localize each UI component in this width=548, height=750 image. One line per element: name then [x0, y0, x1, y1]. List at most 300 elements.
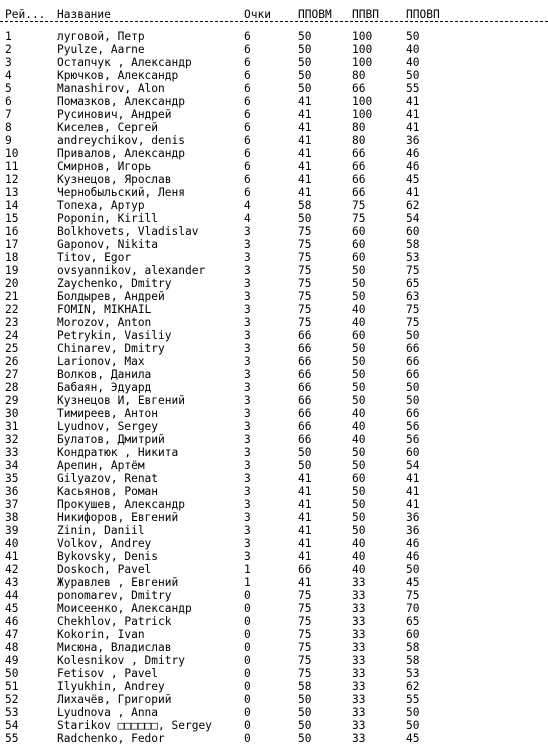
cell-points: 3 [244, 472, 251, 485]
cell-ppvp: 40 [352, 433, 366, 446]
cell-ppvp: 50 [352, 498, 366, 511]
cell-rank: 24 [5, 329, 19, 342]
cell-name: Чернобыльский, Леня [57, 186, 185, 199]
table-row [5, 121, 545, 134]
results-table [5, 7, 545, 22]
cell-name: Крючков, Александр [57, 69, 179, 82]
cell-points: 6 [244, 160, 251, 173]
cell-ppovp: 58 [406, 238, 420, 251]
table-row [5, 108, 545, 121]
cell-rank: 15 [5, 212, 19, 225]
cell-rank: 3 [5, 56, 12, 69]
cell-rank: 38 [5, 511, 19, 524]
cell-ppovp: 66 [406, 368, 420, 381]
cell-ppovm: 66 [298, 329, 312, 342]
cell-points: 0 [244, 719, 251, 732]
table-row [5, 277, 545, 290]
cell-points: 6 [244, 134, 251, 147]
cell-ppvp: 75 [352, 199, 366, 212]
cell-ppovm: 41 [298, 472, 312, 485]
cell-name: Bolkhovets, Vladislav [57, 225, 199, 238]
cell-name: Starikov □□□□□□, Sergey [57, 719, 212, 732]
cell-ppovm: 75 [298, 251, 312, 264]
cell-ppvp: 60 [352, 472, 366, 485]
cell-points: 6 [244, 69, 251, 82]
cell-ppovm: 41 [298, 173, 312, 186]
table-row [5, 56, 545, 69]
cell-ppovm: 41 [298, 121, 312, 134]
cell-name: ponomarev, Dmitry [57, 589, 172, 602]
cell-rank: 23 [5, 316, 19, 329]
cell-ppovm: 50 [298, 719, 312, 732]
table-row [5, 667, 545, 680]
cell-ppvp: 60 [352, 238, 366, 251]
cell-ppovm: 66 [298, 420, 312, 433]
cell-name: andreychikov, denis [57, 134, 185, 147]
header-ppovp[interactable]: ППОВП [406, 8, 440, 21]
cell-ppvp: 100 [352, 56, 373, 69]
cell-ppvp: 40 [352, 537, 366, 550]
cell-name: Fetisov , Pavel [57, 667, 159, 680]
cell-name: Volkov, Andrey [57, 537, 152, 550]
cell-name: Larionov, Max [57, 355, 145, 368]
cell-points: 3 [244, 316, 251, 329]
cell-ppovm: 75 [298, 628, 312, 641]
cell-ppovm: 75 [298, 602, 312, 615]
cell-name: Мисюна, Владислав [57, 641, 172, 654]
cell-points: 3 [244, 524, 251, 537]
cell-name: Petrykin, Vasiliy [57, 329, 172, 342]
cell-ppovp: 41 [406, 498, 420, 511]
cell-points: 3 [244, 550, 251, 563]
table-row [5, 680, 545, 693]
cell-ppovm: 66 [298, 355, 312, 368]
cell-points: 3 [244, 368, 251, 381]
table-row [5, 602, 545, 615]
cell-ppovp: 75 [406, 264, 420, 277]
cell-ppvp: 40 [352, 550, 366, 563]
cell-rank: 19 [5, 264, 19, 277]
cell-ppovp: 55 [406, 693, 420, 706]
cell-points: 3 [244, 264, 251, 277]
cell-points: 3 [244, 446, 251, 459]
cell-points: 3 [244, 394, 251, 407]
cell-ppvp: 50 [352, 524, 366, 537]
cell-name: Привалов, Александр [57, 147, 185, 160]
cell-ppvp: 33 [352, 576, 366, 589]
cell-ppvp: 50 [352, 459, 366, 472]
cell-name: Никифоров, Евгений [57, 511, 179, 524]
table-row [5, 654, 545, 667]
cell-ppovp: 56 [406, 433, 420, 446]
cell-points: 3 [244, 407, 251, 420]
table-row [5, 446, 545, 459]
cell-name: Касьянов, Роман [57, 485, 159, 498]
cell-name: Прокушев, Александр [57, 498, 185, 511]
header-divider [0, 21, 548, 22]
cell-rank: 10 [5, 147, 19, 160]
table-row [5, 485, 545, 498]
cell-points: 6 [244, 95, 251, 108]
table-row [5, 381, 545, 394]
cell-ppvp: 60 [352, 225, 366, 238]
cell-name: Моисеенко, Александр [57, 602, 192, 615]
table-row [5, 472, 545, 485]
cell-ppvp: 33 [352, 602, 366, 615]
table-body [5, 30, 545, 745]
cell-ppovp: 62 [406, 199, 420, 212]
cell-points: 6 [244, 82, 251, 95]
cell-ppvp: 66 [352, 147, 366, 160]
table-row [5, 407, 545, 420]
cell-rank: 17 [5, 238, 19, 251]
cell-ppvp: 80 [352, 121, 366, 134]
cell-ppovm: 50 [298, 212, 312, 225]
cell-ppvp: 60 [352, 251, 366, 264]
header-name[interactable]: Название [57, 8, 111, 21]
cell-name: Chinarev, Dmitry [57, 342, 165, 355]
cell-ppovp: 50 [406, 706, 420, 719]
table-row [5, 69, 545, 82]
header-ppovm[interactable]: ППОВМ [298, 8, 332, 21]
cell-name: Булатов, Дмитрий [57, 433, 165, 446]
table-row [5, 719, 545, 732]
cell-ppovm: 75 [298, 264, 312, 277]
cell-ppovp: 58 [406, 641, 420, 654]
table-row [5, 134, 545, 147]
table-row [5, 706, 545, 719]
cell-ppovp: 41 [406, 95, 420, 108]
cell-ppovm: 50 [298, 732, 312, 745]
table-row [5, 225, 545, 238]
cell-ppovp: 66 [406, 342, 420, 355]
cell-rank: 20 [5, 277, 19, 290]
cell-ppvp: 66 [352, 186, 366, 199]
header-rank[interactable]: Рей... [5, 8, 46, 21]
cell-name: Киселев, Сергей [57, 121, 159, 134]
cell-ppovm: 41 [298, 160, 312, 173]
cell-ppovm: 41 [298, 537, 312, 550]
cell-ppovp: 36 [406, 511, 420, 524]
cell-ppovm: 75 [298, 303, 312, 316]
table-row [5, 524, 545, 537]
cell-ppvp: 66 [352, 82, 366, 95]
cell-rank: 9 [5, 134, 12, 147]
cell-ppovp: 62 [406, 680, 420, 693]
header-ppvp[interactable]: ППВП [352, 8, 379, 21]
cell-ppovm: 41 [298, 524, 312, 537]
table-row [5, 355, 545, 368]
cell-ppovp: 36 [406, 134, 420, 147]
cell-points: 1 [244, 563, 251, 576]
cell-points: 6 [244, 186, 251, 199]
cell-ppvp: 50 [352, 368, 366, 381]
cell-name: Русинович, Андрей [57, 108, 172, 121]
cell-ppovp: 50 [406, 69, 420, 82]
cell-rank: 41 [5, 550, 19, 563]
cell-ppovm: 50 [298, 43, 312, 56]
cell-ppovm: 50 [298, 30, 312, 43]
cell-name: Lyudnova , Anna [57, 706, 159, 719]
cell-rank: 55 [5, 732, 19, 745]
cell-ppovp: 50 [406, 30, 420, 43]
table-row [5, 290, 545, 303]
cell-rank: 7 [5, 108, 12, 121]
cell-ppvp: 50 [352, 446, 366, 459]
table-row [5, 693, 545, 706]
cell-ppvp: 40 [352, 407, 366, 420]
cell-name: Poponin, Kirill [57, 212, 159, 225]
table-row [5, 550, 545, 563]
cell-ppovm: 66 [298, 381, 312, 394]
table-row [5, 641, 545, 654]
cell-ppovm: 50 [298, 446, 312, 459]
table-row [5, 537, 545, 550]
cell-ppovm: 58 [298, 199, 312, 212]
cell-ppovm: 66 [298, 563, 312, 576]
cell-rank: 12 [5, 173, 19, 186]
cell-ppovm: 75 [298, 225, 312, 238]
cell-rank: 14 [5, 199, 19, 212]
cell-rank: 30 [5, 407, 19, 420]
cell-ppovp: 60 [406, 628, 420, 641]
cell-rank: 49 [5, 654, 19, 667]
table-row [5, 511, 545, 524]
cell-points: 4 [244, 212, 251, 225]
cell-name: Pyulze, Aarne [57, 43, 145, 56]
cell-name: ovsyannikov, alexander [57, 264, 206, 277]
cell-ppvp: 100 [352, 30, 373, 43]
cell-rank: 21 [5, 290, 19, 303]
table-row [5, 433, 545, 446]
table-row [5, 732, 545, 745]
cell-rank: 16 [5, 225, 19, 238]
cell-name: Manashirov, Alon [57, 82, 165, 95]
cell-ppvp: 50 [352, 342, 366, 355]
cell-ppovp: 40 [406, 43, 420, 56]
cell-rank: 47 [5, 628, 19, 641]
cell-points: 0 [244, 641, 251, 654]
cell-name: Kolesnikov , Dmitry [57, 654, 185, 667]
cell-rank: 31 [5, 420, 19, 433]
cell-ppovp: 65 [406, 615, 420, 628]
cell-name: Ilyukhin, Andrey [57, 680, 165, 693]
cell-ppovm: 75 [298, 290, 312, 303]
cell-ppvp: 50 [352, 381, 366, 394]
cell-name: Арепин, Артём [57, 459, 145, 472]
cell-rank: 37 [5, 498, 19, 511]
cell-ppovm: 75 [298, 641, 312, 654]
cell-ppovm: 41 [298, 95, 312, 108]
cell-ppvp: 75 [352, 212, 366, 225]
cell-ppvp: 50 [352, 355, 366, 368]
table-row [5, 368, 545, 381]
cell-ppovp: 45 [406, 576, 420, 589]
cell-name: Gilyazov, Renat [57, 472, 159, 485]
cell-points: 3 [244, 225, 251, 238]
cell-ppvp: 80 [352, 134, 366, 147]
cell-ppvp: 40 [352, 420, 366, 433]
cell-ppovm: 75 [298, 589, 312, 602]
cell-points: 1 [244, 576, 251, 589]
table-row [5, 459, 545, 472]
cell-rank: 27 [5, 368, 19, 381]
cell-ppovm: 50 [298, 69, 312, 82]
cell-points: 3 [244, 485, 251, 498]
cell-ppvp: 33 [352, 615, 366, 628]
cell-ppovp: 60 [406, 446, 420, 459]
table-row [5, 563, 545, 576]
cell-points: 0 [244, 654, 251, 667]
cell-rank: 53 [5, 706, 19, 719]
cell-points: 6 [244, 147, 251, 160]
table-row [5, 173, 545, 186]
cell-ppovp: 66 [406, 355, 420, 368]
cell-rank: 48 [5, 641, 19, 654]
cell-points: 3 [244, 290, 251, 303]
cell-points: 0 [244, 667, 251, 680]
cell-rank: 29 [5, 394, 19, 407]
cell-ppvp: 33 [352, 680, 366, 693]
cell-ppovp: 54 [406, 459, 420, 472]
cell-ppovm: 58 [298, 680, 312, 693]
cell-ppovp: 46 [406, 160, 420, 173]
cell-ppovm: 41 [298, 511, 312, 524]
cell-name: Смирнов, Игорь [57, 160, 152, 173]
cell-points: 3 [244, 342, 251, 355]
cell-ppovp: 45 [406, 173, 420, 186]
table-row [5, 43, 545, 56]
cell-name: Остапчук , Александр [57, 56, 192, 69]
cell-rank: 2 [5, 43, 12, 56]
cell-ppvp: 66 [352, 173, 366, 186]
cell-ppovm: 41 [298, 147, 312, 160]
cell-points: 3 [244, 355, 251, 368]
cell-ppovm: 41 [298, 498, 312, 511]
cell-ppvp: 33 [352, 589, 366, 602]
cell-rank: 6 [5, 95, 12, 108]
cell-ppovm: 41 [298, 576, 312, 589]
cell-points: 0 [244, 589, 251, 602]
cell-ppvp: 33 [352, 628, 366, 641]
table-row [5, 329, 545, 342]
cell-points: 0 [244, 628, 251, 641]
cell-ppovm: 66 [298, 394, 312, 407]
cell-ppovp: 53 [406, 667, 420, 680]
header-points[interactable]: Очки [244, 8, 271, 21]
cell-ppvp: 50 [352, 290, 366, 303]
cell-ppovp: 41 [406, 121, 420, 134]
cell-name: Zaychenko, Dmitry [57, 277, 172, 290]
cell-points: 0 [244, 602, 251, 615]
cell-ppovm: 66 [298, 433, 312, 446]
cell-points: 3 [244, 459, 251, 472]
cell-ppvp: 33 [352, 732, 366, 745]
cell-ppovp: 58 [406, 654, 420, 667]
cell-points: 3 [244, 251, 251, 264]
cell-points: 0 [244, 706, 251, 719]
table-row [5, 199, 545, 212]
cell-ppovp: 53 [406, 251, 420, 264]
cell-ppvp: 33 [352, 706, 366, 719]
cell-ppovp: 36 [406, 524, 420, 537]
cell-ppovp: 41 [406, 108, 420, 121]
cell-ppovm: 75 [298, 667, 312, 680]
cell-ppovp: 50 [406, 394, 420, 407]
cell-ppvp: 50 [352, 394, 366, 407]
cell-ppovp: 75 [406, 316, 420, 329]
cell-ppovm: 41 [298, 186, 312, 199]
table-row [5, 394, 545, 407]
cell-ppovm: 50 [298, 56, 312, 69]
table-row [5, 264, 545, 277]
cell-points: 3 [244, 303, 251, 316]
cell-rank: 43 [5, 576, 19, 589]
cell-ppovp: 50 [406, 719, 420, 732]
cell-name: Morozov, Anton [57, 316, 152, 329]
cell-ppvp: 33 [352, 667, 366, 680]
cell-name: Помазков, Александр [57, 95, 185, 108]
cell-ppovm: 75 [298, 277, 312, 290]
cell-name: Журавлев , Евгений [57, 576, 179, 589]
cell-rank: 36 [5, 485, 19, 498]
cell-ppovp: 65 [406, 277, 420, 290]
table-row [5, 342, 545, 355]
cell-rank: 34 [5, 459, 19, 472]
cell-rank: 50 [5, 667, 19, 680]
cell-rank: 1 [5, 30, 12, 43]
cell-ppvp: 50 [352, 485, 366, 498]
cell-ppovm: 75 [298, 615, 312, 628]
cell-name: Gaponov, Nikita [57, 238, 159, 251]
cell-ppvp: 33 [352, 719, 366, 732]
cell-rank: 11 [5, 160, 19, 173]
cell-name: Тимиреев, Антон [57, 407, 159, 420]
cell-ppovp: 75 [406, 589, 420, 602]
cell-points: 6 [244, 43, 251, 56]
cell-ppvp: 60 [352, 329, 366, 342]
cell-name: Kokorin, Ivan [57, 628, 145, 641]
cell-ppvp: 100 [352, 43, 373, 56]
cell-points: 6 [244, 56, 251, 69]
cell-points: 0 [244, 680, 251, 693]
table-row [5, 147, 545, 160]
cell-ppovp: 60 [406, 225, 420, 238]
table-row [5, 316, 545, 329]
table-row [5, 576, 545, 589]
cell-ppovm: 50 [298, 459, 312, 472]
cell-points: 0 [244, 615, 251, 628]
cell-name: Lyudnov, Sergey [57, 420, 159, 433]
table-row [5, 212, 545, 225]
cell-points: 0 [244, 732, 251, 745]
cell-ppovp: 63 [406, 290, 420, 303]
table-row [5, 30, 545, 43]
table-row [5, 95, 545, 108]
cell-ppvp: 50 [352, 511, 366, 524]
cell-ppvp: 40 [352, 316, 366, 329]
cell-rank: 28 [5, 381, 19, 394]
cell-ppvp: 40 [352, 303, 366, 316]
cell-ppovp: 41 [406, 186, 420, 199]
cell-name: Zinin, Daniil [57, 524, 145, 537]
cell-rank: 22 [5, 303, 19, 316]
table-row [5, 615, 545, 628]
table-row [5, 589, 545, 602]
cell-points: 6 [244, 30, 251, 43]
cell-ppovm: 41 [298, 485, 312, 498]
table-row [5, 303, 545, 316]
